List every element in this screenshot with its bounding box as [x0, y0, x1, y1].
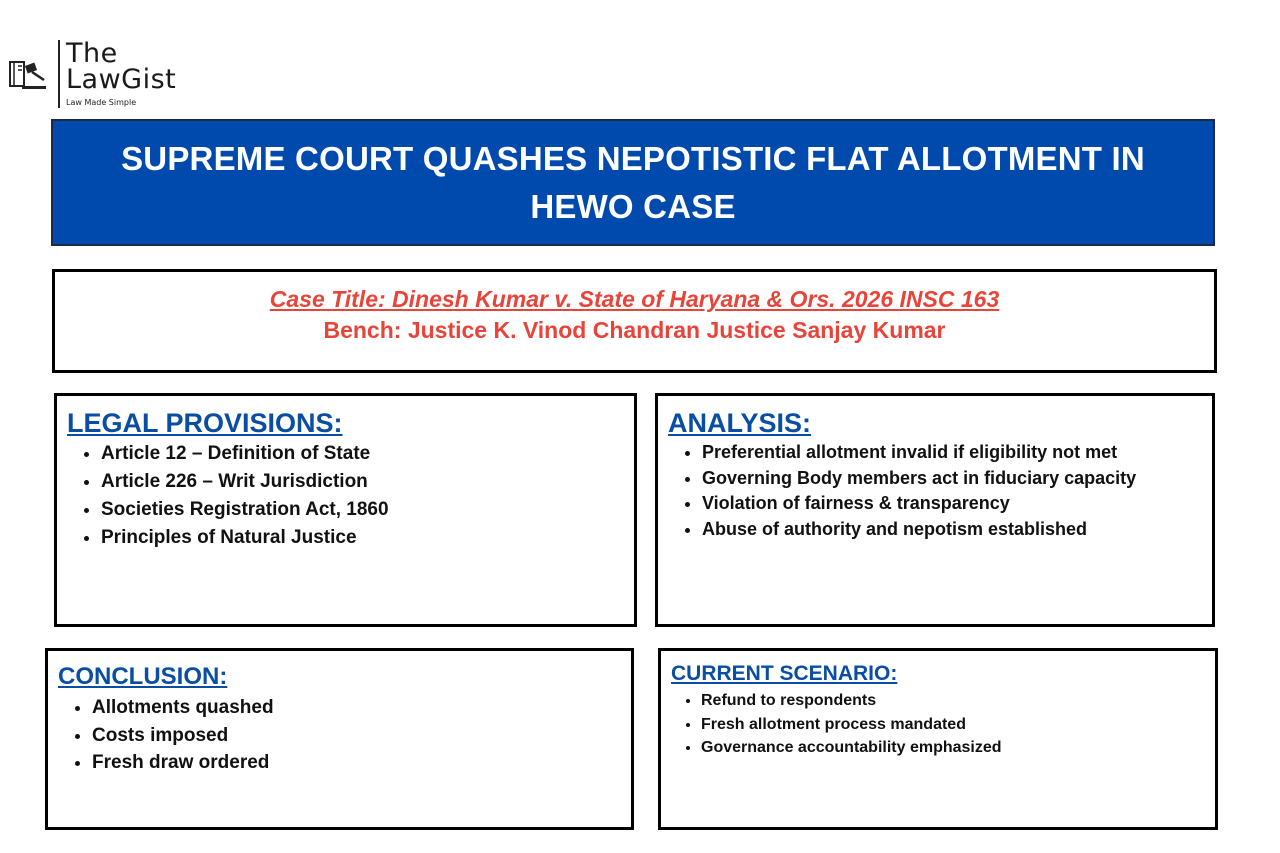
case-bench: Bench: Justice K. Vinod Chandran Justice Sanjay Kumar — [323, 317, 946, 343]
list-item: • Societies Registration Act, 1860 — [101, 496, 634, 524]
current-scenario-list — [661, 689, 1215, 760]
legal-provisions-list — [57, 440, 634, 552]
case-title: Case Title: Dinesh Kumar v. State of Haryana & Ors. 2026 INSC 163 — [269, 286, 1000, 312]
list-item: • Article 12 – Definition of State — [101, 440, 634, 468]
list-item: • Article 226 – Writ Jurisdiction — [101, 468, 634, 496]
current-scenario-box — [658, 648, 1218, 830]
analysis-box — [655, 393, 1215, 627]
list-item: • Refund to respondents — [701, 689, 1215, 713]
case-details-box — [52, 269, 1217, 373]
legal-provisions-heading: LEGAL PROVISIONS: — [67, 408, 343, 438]
logo-divider — [58, 40, 60, 108]
legal-provisions-box — [54, 393, 637, 627]
list-item: • Costs imposed — [92, 722, 631, 750]
conclusion-box — [45, 648, 634, 830]
law-book-gavel-icon — [8, 54, 48, 94]
list-item: • Governing Body members act in fiduciary capacity — [702, 466, 1212, 492]
current-scenario-heading: CURRENT SCENARIO: — [671, 662, 898, 685]
logo-tagline: Law Made Simple — [66, 98, 137, 107]
list-item: • Fresh draw ordered — [92, 749, 631, 777]
title-banner — [51, 119, 1215, 246]
conclusion-heading: CONCLUSION: — [58, 663, 228, 690]
list-item: • Abuse of authority and nepotism established — [702, 517, 1212, 543]
list-item: • Preferential allotment invalid if eligibility not met — [702, 440, 1212, 466]
list-item: • Fresh allotment process mandated — [701, 713, 1215, 737]
logo-text-lawgist: LawGist — [66, 64, 177, 95]
conclusion-list — [48, 694, 631, 777]
list-item: • Principles of Natural Justice — [101, 524, 634, 552]
list-item: • Allotments quashed — [92, 694, 631, 722]
list-item: • Governance accountability emphasized — [701, 736, 1215, 760]
analysis-heading: ANALYSIS: — [668, 408, 812, 438]
logo-text-the: The — [66, 38, 118, 69]
page-title: SUPREME COURT QUASHES NEPOTISTIC FLAT ALLOTMENT IN HEWO CASE — [121, 139, 1145, 225]
analysis-list — [658, 440, 1212, 542]
list-item: • Violation of fairness & transparency — [702, 491, 1212, 517]
lawgist-logo — [8, 38, 208, 112]
